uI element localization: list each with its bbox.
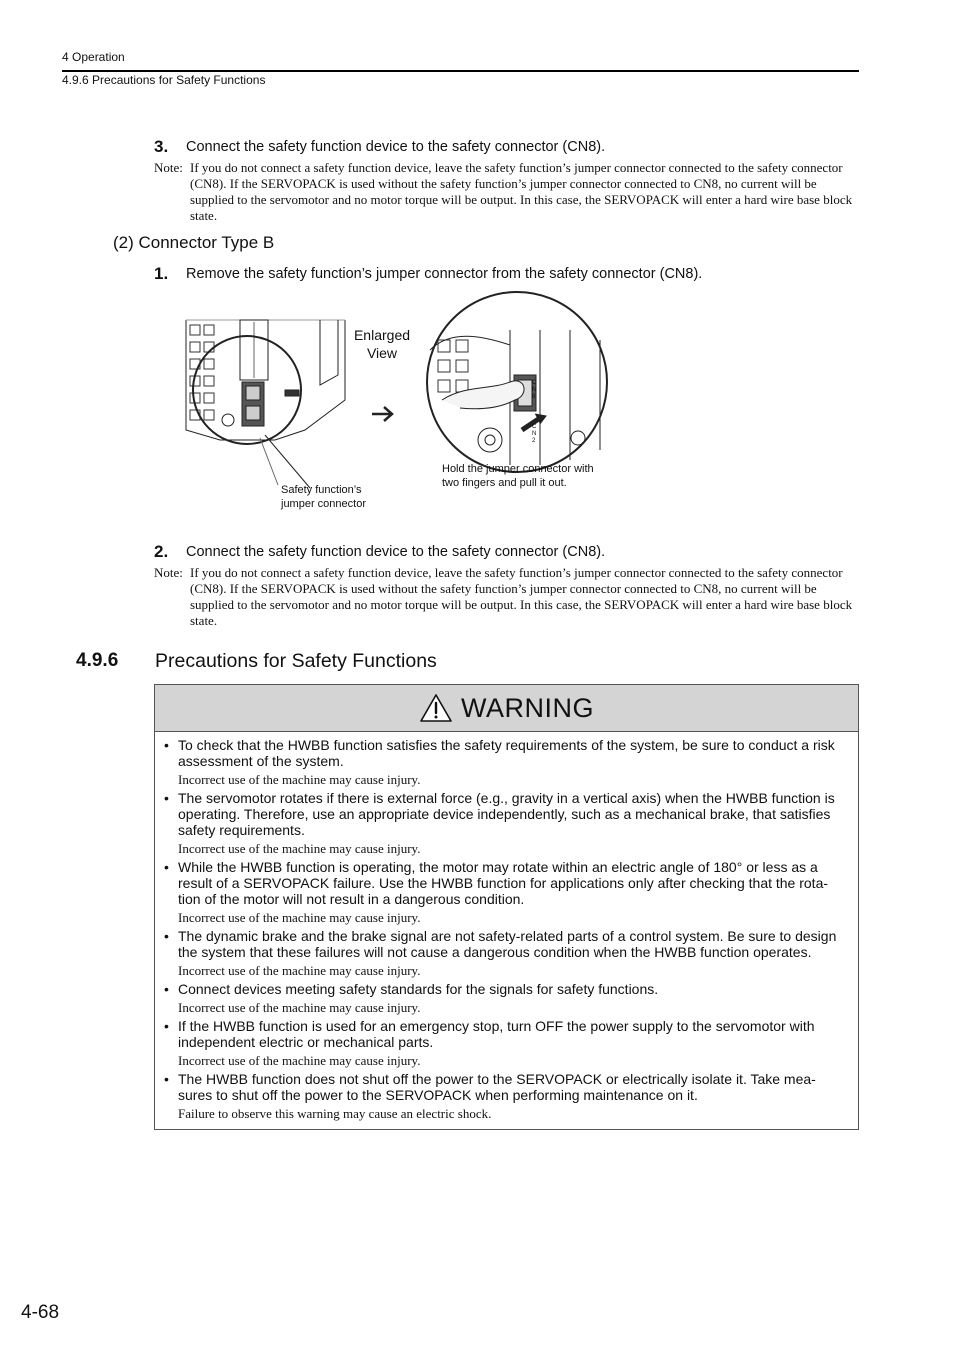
step-3-text: Connect the safety function device to the safety connector (CN8). xyxy=(186,139,606,155)
warning-item-text: The servomotor rotates if there is external force (e.g., gravity in a vertical axis) when the HWBB function is operating. Therefore, use an appropriate device independently, such as a mechanical brake, that satisfies safety requirements. xyxy=(178,790,835,838)
header-rule xyxy=(62,70,859,72)
bullet: • xyxy=(164,790,169,806)
subsection-title: (2) Connector Type B xyxy=(113,233,275,252)
cn2-label: C N 2 xyxy=(532,424,537,444)
warning-list xyxy=(155,737,858,1124)
header-chapter: 4 Operation xyxy=(62,50,125,64)
warning-item-text: While the HWBB function is operating, the motor may rotate within an electric angle of 180° or less as a result of a SERVOPACK failure. Use the HWBB function for applications only after checking that the rota-tion of the motor will not result in a dangerous condition. xyxy=(178,859,829,907)
note-1-label: Note: xyxy=(154,160,183,175)
section-title: Precautions for Safety Functions xyxy=(155,650,437,672)
warning-item xyxy=(155,928,858,979)
figure xyxy=(180,290,620,520)
warning-item-text: To check that the HWBB function satisfies the safety requirements of the system, be sure to conduct a risk assessment of the system. xyxy=(178,737,835,769)
step-1-text: Remove the safety function’s jumper connector from the safety connector (CN8). xyxy=(186,266,703,282)
warning-item xyxy=(155,981,858,1016)
bullet: • xyxy=(164,928,169,944)
page-number: 4-68 xyxy=(21,1302,60,1323)
bullet: • xyxy=(164,1018,169,1034)
warning-item-text: Connect devices meeting safety standards for the signals for safety functions. xyxy=(178,981,659,997)
header-section: 4.9.6 Precautions for Safety Functions xyxy=(62,73,266,87)
note-1-text: If you do not connect a safety function device, leave the safety function’s jumper connector connected to the safety connector (CN8). If the SERVOPACK is used without the safety function’s jumper connector connected to CN8, no current will be supplied to the servomotor and no motor torque will be output. In this case, the SERVOPACK will enter a hard wire base block state. xyxy=(190,160,853,223)
bullet: • xyxy=(164,737,169,753)
hold-caption: Hold the jumper connector with two fingers and pull it out. xyxy=(442,463,594,489)
note-2 xyxy=(154,565,856,629)
warning-item-consequence: Incorrect use of the machine may cause injury. xyxy=(178,1053,421,1068)
enlarged-view-label: Enlarged View xyxy=(353,327,411,361)
warning-item xyxy=(155,859,858,926)
warning-item-text: If the HWBB function is used for an emergency stop, turn OFF the power supply to the servomotor with independent electric or mechanical parts. xyxy=(178,1018,815,1050)
warning-item-text: The HWBB function does not shut off the power to the SERVOPACK or electrically isolate it. Take mea-sures to shut off the power to the SERVOPACK when performing maintenance on it. xyxy=(178,1071,816,1103)
warning-item-consequence: Incorrect use of the machine may cause injury. xyxy=(178,841,421,856)
note-2-text: If you do not connect a safety function device, leave the safety function’s jumper connector connected to the safety connector (CN8). If the SERVOPACK is used without the safety function’s jumper connector connected to CN8, no current will be supplied to the servomotor and no motor torque will be output. In this case, the SERVOPACK will enter a hard wire base block state. xyxy=(190,565,853,628)
warning-item xyxy=(155,737,858,788)
warning-item xyxy=(155,790,858,857)
note-1 xyxy=(154,160,856,224)
cn8-label: C N 8 xyxy=(532,380,537,400)
step-3-number: 3. xyxy=(154,137,169,156)
warning-title: WARNING xyxy=(461,692,594,723)
step-2-number: 2. xyxy=(154,542,169,561)
warning-box xyxy=(154,684,859,1130)
warning-item xyxy=(155,1071,858,1122)
warning-item-text: The dynamic brake and the brake signal are not safety-related parts of a control system. Be sure to design the system that these failures will not cause a dangerous condition when the HWBB function operates. xyxy=(178,928,837,960)
bullet: • xyxy=(164,1071,169,1087)
warning-triangle-icon xyxy=(419,693,453,723)
warning-item-consequence: Incorrect use of the machine may cause injury. xyxy=(178,1000,421,1015)
warning-item-consequence: Failure to observe this warning may cause an electric shock. xyxy=(178,1106,492,1121)
warning-header xyxy=(155,685,858,732)
warning-item-consequence: Incorrect use of the machine may cause injury. xyxy=(178,910,421,925)
warning-item-consequence: Incorrect use of the machine may cause injury. xyxy=(178,772,421,787)
warning-item xyxy=(155,1018,858,1069)
note-2-label: Note: xyxy=(154,565,183,580)
section-number: 4.9.6 xyxy=(76,650,119,671)
bullet: • xyxy=(164,981,169,997)
step-2-text: Connect the safety function device to the safety connector (CN8). xyxy=(186,544,606,560)
warning-item-consequence: Incorrect use of the machine may cause injury. xyxy=(178,963,421,978)
bullet: • xyxy=(164,859,169,875)
jumper-caption: Safety function’s jumper connector xyxy=(281,484,366,510)
step-1-number: 1. xyxy=(154,264,169,283)
